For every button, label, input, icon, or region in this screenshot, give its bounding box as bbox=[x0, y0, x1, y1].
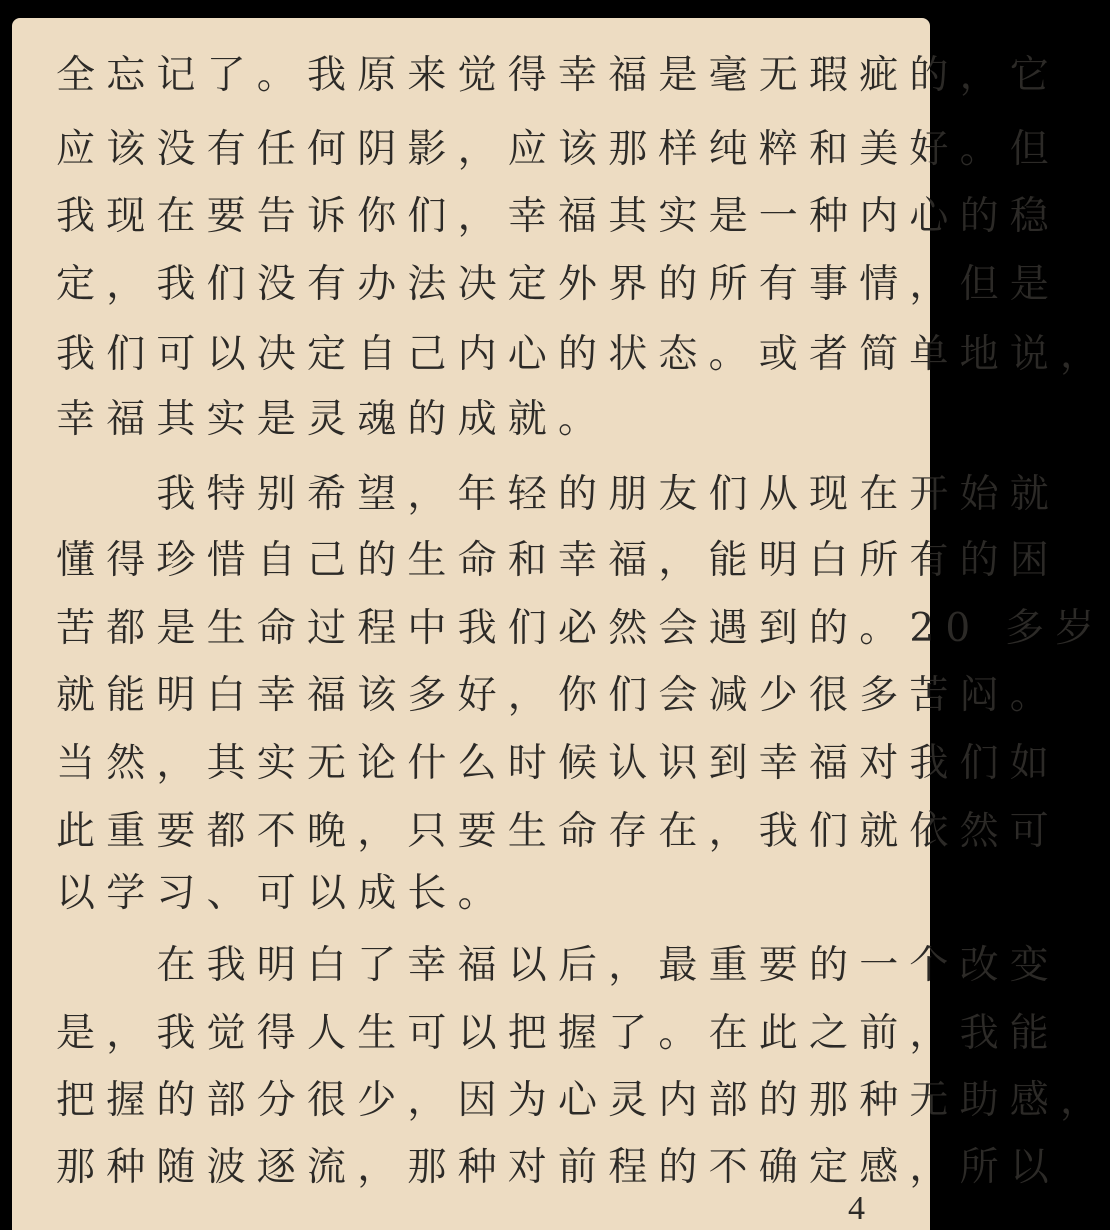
text-line-11: 当然，其实无论什么时候认识到幸福对我们如 bbox=[56, 741, 1061, 786]
text-line-4: 定，我们没有办法决定外界的所有事情，但是 bbox=[56, 262, 1061, 307]
text-line-6: 幸福其实是灵魂的成就。 bbox=[56, 397, 609, 442]
text-line-3: 我现在要告诉你们，幸福其实是一种内心的稳 bbox=[56, 194, 1061, 239]
text-line-2: 应该没有任何阴影，应该那样纯粹和美好。但 bbox=[56, 127, 1061, 172]
text-line-13: 以学习、可以成长。 bbox=[56, 871, 508, 916]
text-line-8: 懂得珍惜自己的生命和幸福，能明白所有的困 bbox=[56, 538, 1061, 583]
page-number: 4 bbox=[848, 1190, 865, 1227]
text-line-12: 此重要都不晚，只要生命存在，我们就依然可 bbox=[56, 809, 1061, 854]
text-line-17: 那种随波逐流，那种对前程的不确定感，所以 bbox=[56, 1145, 1061, 1190]
text-line-9: 苦都是生命过程中我们必然会遇到的。20 多岁 bbox=[56, 606, 1106, 651]
text-line-10: 就能明白幸福该多好，你们会减少很多苦闷。 bbox=[56, 673, 1061, 718]
text-line-7: 我特别希望，年轻的朋友们从现在开始就 bbox=[56, 472, 1061, 517]
text-line-5: 我们可以决定自己内心的状态。或者简单地说， bbox=[56, 332, 1110, 377]
text-line-16: 把握的部分很少，因为心灵内部的那种无助感， bbox=[56, 1078, 1110, 1123]
text-line-14: 在我明白了幸福以后，最重要的一个改变 bbox=[56, 943, 1061, 988]
text-line-1: 全忘记了。我原来觉得幸福是毫无瑕疵的，它 bbox=[56, 53, 1061, 98]
text-line-15: 是，我觉得人生可以把握了。在此之前，我能 bbox=[56, 1011, 1061, 1056]
